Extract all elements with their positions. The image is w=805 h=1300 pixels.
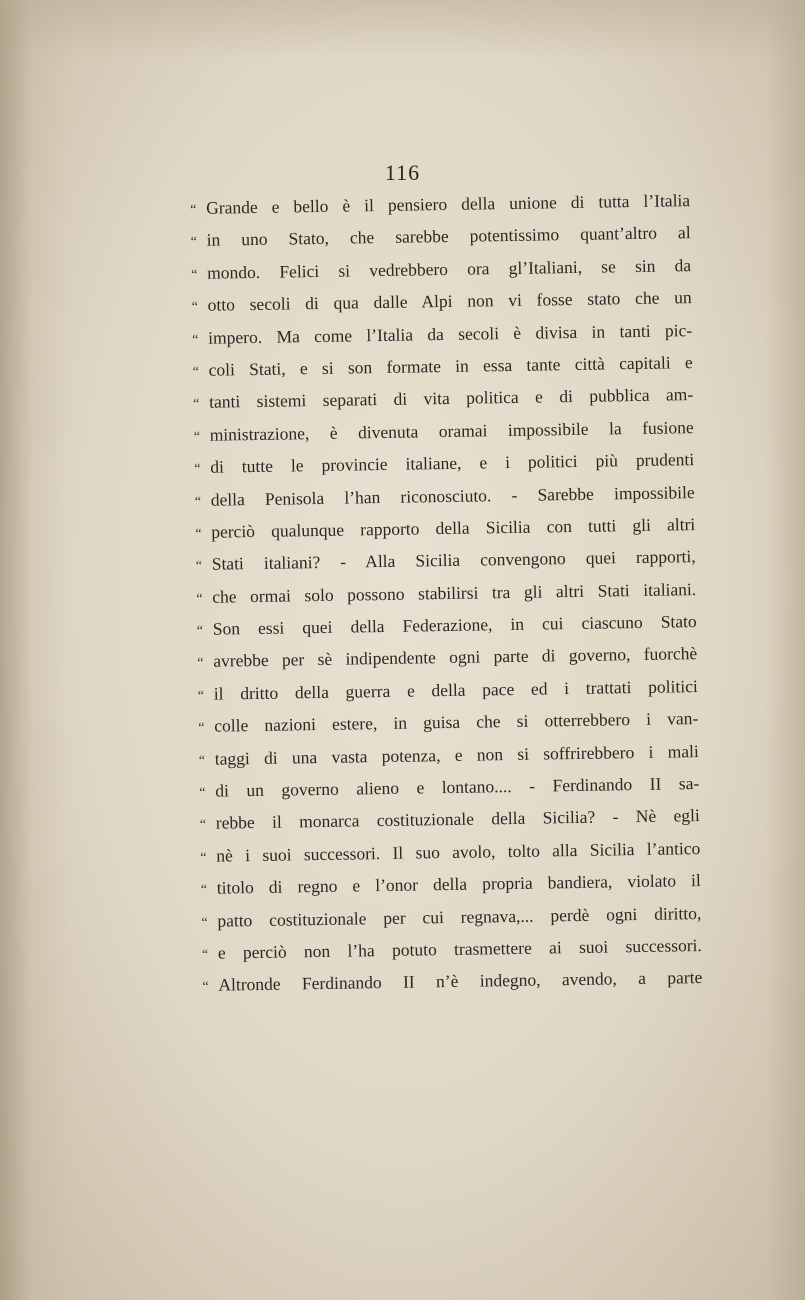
quotation-mark: “ — [195, 559, 203, 575]
line-text: Grande e bello è il pensiero della unione di tutta l’Italia — [205, 190, 691, 218]
quotation-mark: “ — [192, 364, 200, 380]
quotation-mark: “ — [202, 980, 209, 996]
quotation-mark: “ — [193, 397, 200, 413]
line-text: mondo. Felici si vedrebbero ora gl’Italiani, se sin da — [207, 254, 692, 283]
page-shadow-right — [765, 0, 805, 1300]
line-text: della Penisola l’han riconosciuto. - Sarebbe impossibile — [210, 481, 695, 510]
line-text: di tutte le provincie italiane, e i politici più prudenti — [210, 449, 695, 477]
quotation-mark: “ — [195, 526, 202, 542]
line-text: tanti sistemi separati di vita politica e di pubblica am- — [209, 384, 694, 413]
line-text: nè i suoi successori. Il suo avolo, tolto alla Sicilia l’antico — [216, 837, 701, 866]
quotation-mark: “ — [200, 883, 208, 899]
line-text: Son essi quei della Federazione, in cui ciascuno Stato — [212, 611, 697, 639]
quotation-mark: “ — [199, 785, 206, 801]
body-text — [190, 190, 703, 1008]
quotation-mark: “ — [190, 235, 198, 251]
text-line — [202, 967, 702, 1007]
quotation-mark: “ — [190, 202, 197, 218]
line-text: titolo di regno e l’onor della propria bandiera, violato il — [216, 870, 701, 898]
line-text: rebbe il monarca costituzionale della Sicilia? - Nè egli — [215, 805, 700, 834]
quotation-mark: “ — [200, 850, 207, 866]
page-shadow-top — [0, 0, 805, 60]
line-text: di un governo alieno e lontano.... - Ferdinando II sa- — [215, 773, 700, 801]
quotation-mark: “ — [191, 300, 199, 316]
quotation-mark: “ — [194, 494, 202, 510]
line-text: avrebbe per sè indipendente ogni parte di governo, fuorchè — [213, 643, 698, 672]
quotation-mark: “ — [194, 461, 201, 478]
line-text: coli Stati, e si son formate in essa tante città capitali e — [208, 352, 693, 380]
line-text: Altronde Ferdinando II n’è indegno, avendo, a parte — [218, 967, 703, 996]
page-number: 116 — [384, 160, 421, 185]
quotation-mark: “ — [193, 429, 201, 445]
line-text: perciò qualunque rapporto della Sicilia con tutti gli altri — [211, 514, 696, 542]
line-text: Stati italiani? - Alla Sicilia convengono quei rapporti, — [211, 546, 696, 574]
line-text: ministrazione, è divenuta oramai impossibile la fusione — [209, 416, 694, 445]
quotation-mark: “ — [192, 332, 199, 348]
quotation-mark: “ — [201, 915, 208, 931]
quotation-mark: “ — [197, 656, 204, 672]
page-shadow-left — [0, 0, 70, 1300]
line-text: e perciò non l’ha potuto trasmettere ai suoi successori. — [217, 935, 702, 963]
quotation-mark: “ — [198, 753, 206, 769]
quotation-mark: “ — [199, 818, 207, 834]
quotation-mark: “ — [198, 721, 205, 737]
line-text: impero. Ma come l’Italia da secoli è divisa in tanti pic- — [208, 319, 693, 348]
quotation-mark: “ — [201, 947, 209, 963]
line-text: taggi di una vasta potenza, e non si soffrirebbero i mali — [214, 740, 699, 769]
line-text: otto secoli di qua dalle Alpi non vi fosse stato che un — [207, 287, 692, 315]
quotation-mark: “ — [196, 623, 204, 640]
quotation-mark: “ — [196, 591, 203, 607]
line-text: che ormai solo possono stabilirsi tra gli altri Stati italiani. — [212, 578, 697, 607]
quotation-mark: “ — [197, 688, 205, 704]
line-text: il dritto della guerra e della pace ed i trattati politici — [213, 675, 698, 704]
line-text: in uno Stato, che sarebbe potentissimo quant’altro al — [206, 222, 691, 251]
quotation-mark: “ — [191, 267, 198, 283]
line-text: colle nazioni estere, in guisa che si otterrebbero i van- — [214, 708, 699, 736]
line-text: patto costituzionale per cui regnava,... perdè ogni diritto, — [217, 902, 702, 931]
